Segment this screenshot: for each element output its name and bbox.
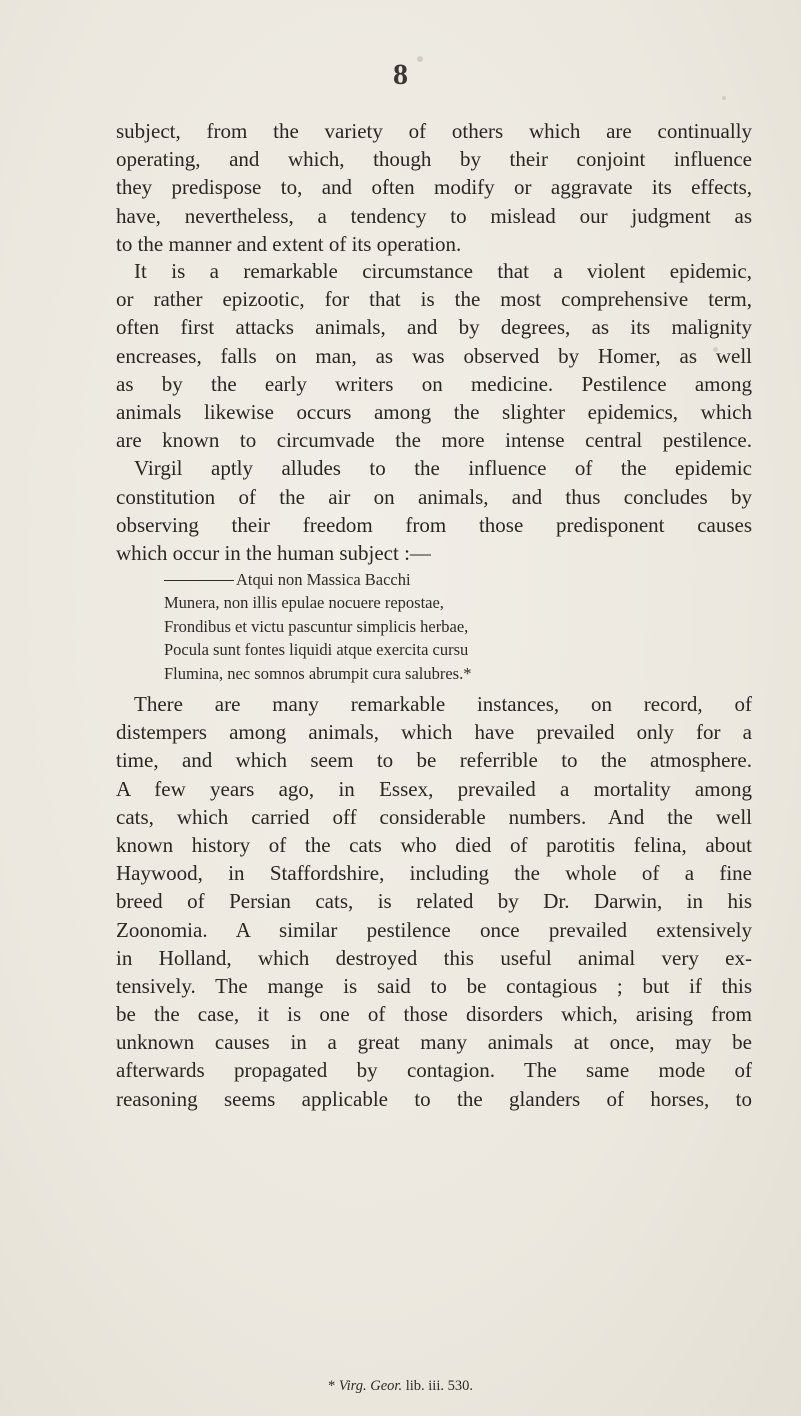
text-line: observing their freedom from those predisponent causes bbox=[116, 512, 752, 537]
footnote bbox=[0, 1378, 801, 1395]
latin-quotation bbox=[164, 568, 724, 685]
text-line: to the manner and extent of its operation. bbox=[116, 231, 462, 256]
text-line: they predispose to, and often modify or aggravate its effects, bbox=[116, 175, 752, 200]
text-line: reasoning seems applicable to the glanders of horses, to bbox=[116, 1086, 752, 1111]
text-line: as by the early writers on medicine. Pestilence among bbox=[116, 371, 752, 396]
text-line: A few years ago, in Essex, prevailed a mortality among bbox=[116, 776, 752, 801]
page-number: 8 bbox=[393, 58, 408, 91]
text-line: encreases, falls on man, as was observed by Homer, as well bbox=[116, 343, 752, 368]
quote-line: Frondibus et victu pascuntur simplicis herbae, bbox=[164, 616, 469, 636]
text-line: Virgil aptly alludes to the influence of the epidemic bbox=[134, 456, 752, 481]
text-line: afterwards propagated by contagion. The same mode of bbox=[116, 1058, 752, 1083]
text-line: be the case, it is one of those disorders which, arising from bbox=[116, 1002, 752, 1027]
quote-lead-rule bbox=[164, 580, 234, 581]
text-line: constitution of the air on animals, and thus concludes by bbox=[116, 484, 752, 509]
footnote-marker: * bbox=[327, 1378, 336, 1394]
paragraph-continued bbox=[116, 117, 752, 258]
quote-line-text: Atqui non Massica Bacchi bbox=[236, 570, 411, 589]
text-line: distempers among animals, which have prevailed only for a bbox=[116, 720, 752, 745]
quote-line: Munera, non illis epulae nocuere repostae, bbox=[164, 593, 444, 613]
footnote-reference: lib. iii. 530. bbox=[405, 1378, 473, 1394]
quote-line bbox=[164, 568, 724, 591]
text-line: cats, which carried off considerable numbers. And the well bbox=[116, 804, 752, 829]
text-line: which occur in the human subject :— bbox=[116, 540, 431, 565]
footnote-source: Virg. Geor. bbox=[338, 1378, 403, 1394]
text-line: tensively. The mange is said to be contagious ; but if this bbox=[116, 973, 752, 998]
text-line: have, nevertheless, a tendency to mislead our judgment as bbox=[116, 203, 752, 228]
paragraph-distempers bbox=[116, 690, 752, 1113]
text-line: known history of the cats who died of parotitis felina, about bbox=[116, 832, 752, 857]
quote-line: Pocula sunt fontes liquidi atque exercita cursu bbox=[164, 640, 469, 660]
text-line: breed of Persian cats, is related by Dr. Darwin, in his bbox=[116, 889, 752, 914]
text-line: subject, from the variety of others which are continually bbox=[116, 119, 752, 143]
text-line: animals likewise occurs among the slighter epidemics, which bbox=[116, 399, 752, 424]
text-line: often first attacks animals, and by degrees, as its malignity bbox=[116, 315, 752, 340]
text-line: are known to circumvade the more intense central pestilence. bbox=[116, 428, 752, 453]
quote-line: Flumina, nec somnos abrumpit cura salubres.* bbox=[164, 663, 472, 683]
text-line: Haywood, in Staffordshire, including the whole of a fine bbox=[116, 861, 752, 886]
text-line: There are many remarkable instances, on record, of bbox=[134, 692, 752, 716]
text-line: Zoonomia. A similar pestilence once prevailed extensively bbox=[116, 917, 752, 942]
text-line: in Holland, which destroyed this useful animal very ex- bbox=[116, 945, 752, 970]
text-line: operating, and which, though by their conjoint influence bbox=[116, 147, 752, 172]
text-line: or rather epizootic, for that is the most comprehensive term, bbox=[116, 287, 752, 312]
text-line: It is a remarkable circumstance that a violent epidemic, bbox=[134, 259, 752, 283]
text-line: unknown causes in a great many animals at once, may be bbox=[116, 1030, 752, 1055]
paper-spot bbox=[722, 96, 726, 100]
text-line: time, and which seem to be referrible to the atmosphere. bbox=[116, 748, 752, 773]
paragraph-epizootic bbox=[116, 257, 752, 567]
